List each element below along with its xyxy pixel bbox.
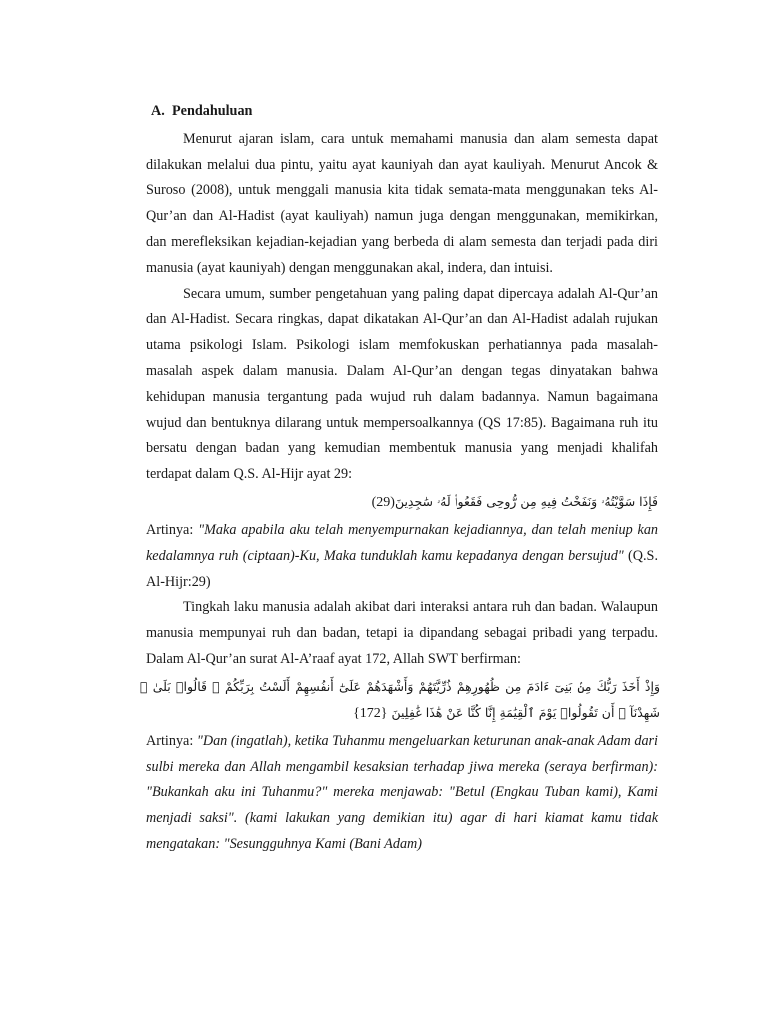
section-title: Pendahuluan [172, 103, 253, 119]
translation-172-text: "Dan (ingatlah), ketika Tuhanmu mengeluarkan keturunan anak-anak Adam dari sulbi mereka dan Allah mengambil kesaksian terhadap jiwa mereka (seraya berfirman): "Bukankah aku ini Tuhanmu?" mereka menjawab: "Betul (Engkau Tuban kami), Kami menjadi saksi". (kami lakukan yang demikian itu) agar di hari kiamat kamu tidak mengatakan: "Sesungguhnya Kami (Bani Adam) [146, 732, 659, 852]
arabic-verse-29-text: فَإِذَا سَوَّيْتُهُۥ وَنَفَخْتُ فِيهِ مِن رُّوحِى فَقَعُوا۟ لَهُۥ سَٰجِدِينَ [394, 493, 658, 509]
arabic-verse-29-ref: (29) [371, 494, 395, 510]
arabic-verse-172 [140, 674, 660, 727]
arabic-verse-172-ref: {172} [353, 705, 388, 721]
translation-172-label: Artinya: [146, 732, 197, 749]
translation-29-text: "Maka apabila aku telah menyempurnakan kejadiannya, dan telah meniup kan kedalamnya ruh (ciptaan)-Ku, Maka tunduklah kamu kepadanya dengan bersujud" [146, 521, 659, 564]
page-content [140, 99, 660, 858]
section-heading [151, 99, 658, 125]
translation-29-label: Artinya: [146, 521, 199, 538]
arabic-verse-29 [146, 489, 658, 516]
section-number: A. [151, 103, 165, 119]
paragraph-2: Secara umum, sumber pengetahuan yang paling dapat dipercaya adalah Al-Qur’an dan Al-Hadist. Secara ringkas, dapat dikatakan Al-Qur’an dan Al-Hadist adalah rujukan utama psikologi Islam. Psikologi islam memfokuskan perhatiannya pada masalah-masalah aspek dalam manusia. Dalam Al-Qur’an dengan tegas dinyatakan bahwa kehidupan manusia tergantung pada wujud ruh dalam badannya. Namun bagaimana wujud dan bentuknya dilarang untuk mempersoalkannya (QS 17:85). Bagaimana ruh itu bersatu dengan badan yang kemudian membentuk manusia yang menjadi khalifah terdapat dalam Q.S. Al-Hijr ayat 29: [146, 285, 658, 483]
paragraph-3: Tingkah laku manusia adalah akibat dari interaksi antara ruh dan badan. Walaupun manusia mempunyai ruh dan badan, tetapi ia dipandang sebagai pribadi yang terpadu. Dalam Al-Qur’an surat Al-A’raaf ayat 172, Allah SWT berfirman: [146, 599, 658, 667]
paragraph-1: Menurut ajaran islam, cara untuk memahami manusia dan alam semesta dapat dilakukan melalui dua pintu, yaitu ayat kauniyah dan ayat kauliyah. Menurut Ancok & Suroso (2008), untuk menggali manusia kita tidak semata-mata menggunakan teks Al-Qur’an dan Al-Hadist (ayat kauliyah) namun juga dengan menggunakan, memikirkan, dan merefleksikan kejadian-kejadian yang berbeda di alam semesta dan terjadi pada diri manusia (ayat kauniyah) dengan menggunakan akal, indera, dan intuisi. [146, 130, 658, 276]
translation-172 [146, 729, 658, 858]
translation-29-source: (Q.S. Al-Hijr:29) [146, 547, 658, 590]
arabic-verse-172-text: وَإِذْ أَخَذَ رَبُّكَ مِنۢ بَنِىٓ ءَادَمَ مِن ظُهُورِهِمْ ذُرِّيَّتَهُمْ وَأَشْهَدَهُمْ عَلَىٰٓ أَنفُسِهِمْ أَلَسْتُ بِرَبِّكُمْ ۖ قَالُوا۟ بَلَىٰ ۛ شَهِدْنَآ ۛ أَن تَقُولُوا۟ يَوْمَ ٱلْقِيَٰمَةِ إِنَّا كُنَّا عَنْ هَٰذَا غَٰفِلِينَ [140, 678, 660, 720]
translation-29 [146, 518, 658, 595]
